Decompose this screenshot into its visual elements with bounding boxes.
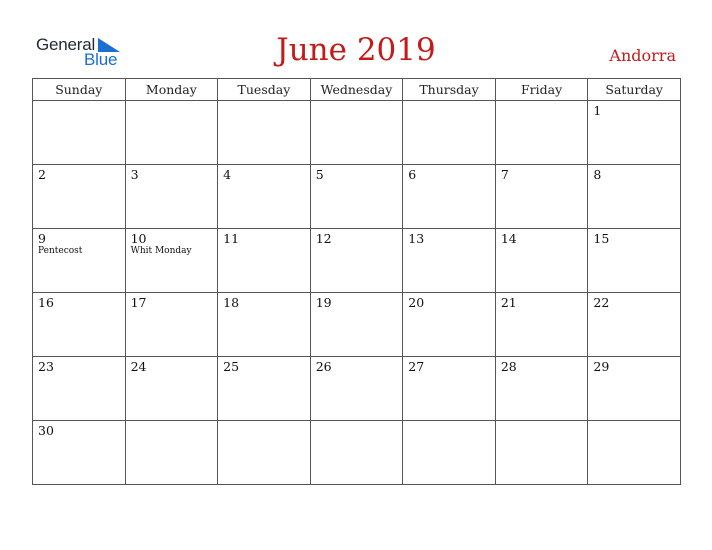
day-number: 11: [223, 231, 240, 246]
day-number: 13: [408, 231, 425, 246]
day-cell: [588, 165, 681, 229]
day-number: 28: [500, 359, 517, 374]
day-number: 14: [500, 231, 517, 246]
day-number: 6: [408, 167, 417, 182]
day-cell: [495, 421, 588, 485]
week-row: [33, 357, 681, 421]
day-cell: [33, 293, 126, 357]
day-number: 21: [500, 295, 517, 310]
day-number: 22: [593, 295, 610, 310]
day-cell: [125, 421, 218, 485]
day-cell: [125, 165, 218, 229]
day-cell: [125, 229, 218, 293]
logo-text-blue: Blue: [84, 50, 118, 69]
day-number: 4: [223, 167, 232, 182]
day-cell: [495, 357, 588, 421]
week-row: [33, 101, 681, 165]
day-number: 2: [38, 167, 46, 182]
day-cell: [403, 101, 496, 165]
day-cell: [495, 293, 588, 357]
day-cell: [33, 101, 126, 165]
day-number: 27: [408, 359, 425, 374]
weekday-header: Friday: [495, 79, 588, 101]
day-cell: [218, 229, 311, 293]
weekday-header: Monday: [125, 79, 218, 101]
day-number: 7: [500, 167, 509, 182]
day-cell: [310, 293, 403, 357]
day-number: 18: [223, 295, 240, 310]
day-cell: [218, 421, 311, 485]
weekday-header-row: [33, 79, 681, 101]
day-number: 3: [130, 167, 139, 182]
day-number: 8: [593, 167, 602, 182]
weekday-header: Saturday: [588, 79, 681, 101]
day-cell: [588, 101, 681, 165]
day-cell: [33, 421, 126, 485]
day-number: 30: [38, 423, 54, 438]
country-label: Andorra: [609, 46, 676, 65]
day-cell: [310, 229, 403, 293]
day-number: 1: [593, 103, 602, 118]
day-cell: [33, 165, 126, 229]
day-cell: [218, 101, 311, 165]
day-cell: [310, 421, 403, 485]
day-number: 19: [315, 295, 332, 310]
day-number: 23: [38, 359, 54, 374]
calendar-grid: [32, 78, 681, 485]
day-cell: [495, 229, 588, 293]
week-row: [33, 165, 681, 229]
calendar-body: [33, 101, 681, 485]
day-cell: [403, 421, 496, 485]
day-cell: [218, 165, 311, 229]
day-cell: [403, 293, 496, 357]
day-number: 16: [38, 295, 54, 310]
week-row: [33, 293, 681, 357]
day-cell: [125, 101, 218, 165]
day-cell: [310, 101, 403, 165]
day-cell: [495, 101, 588, 165]
page-title: June 2019: [276, 32, 436, 68]
week-row: [33, 229, 681, 293]
day-number: 10: [130, 231, 147, 246]
day-number: 24: [130, 359, 147, 374]
week-row: [33, 421, 681, 485]
day-cell: [403, 165, 496, 229]
day-cell: [588, 293, 681, 357]
day-cell: [310, 165, 403, 229]
day-number: 9: [38, 231, 46, 246]
day-cell: [403, 357, 496, 421]
day-number: 12: [315, 231, 332, 246]
weekday-header: Tuesday: [218, 79, 311, 101]
day-cell: [310, 357, 403, 421]
day-cell: [588, 421, 681, 485]
day-number: 17: [130, 295, 147, 310]
day-cell: [588, 357, 681, 421]
holiday-label: Pentecost: [38, 246, 83, 256]
day-cell: [495, 165, 588, 229]
day-number: 20: [408, 295, 425, 310]
day-cell: [588, 229, 681, 293]
day-number: 26: [315, 359, 332, 374]
weekday-header: Sunday: [33, 79, 126, 101]
day-cell: [403, 229, 496, 293]
day-cell: [33, 229, 126, 293]
day-cell: [218, 293, 311, 357]
logo-text-general: General: [36, 35, 96, 54]
day-number: 29: [593, 359, 610, 374]
weekday-header: Wednesday: [310, 79, 403, 101]
day-number: 5: [315, 167, 324, 182]
day-cell: [218, 357, 311, 421]
weekday-header: Thursday: [403, 79, 496, 101]
day-cell: [125, 357, 218, 421]
day-number: 15: [593, 231, 610, 246]
day-cell: [125, 293, 218, 357]
day-number: 25: [223, 359, 240, 374]
holiday-label: Whit Monday: [130, 246, 192, 256]
day-cell: [33, 357, 126, 421]
